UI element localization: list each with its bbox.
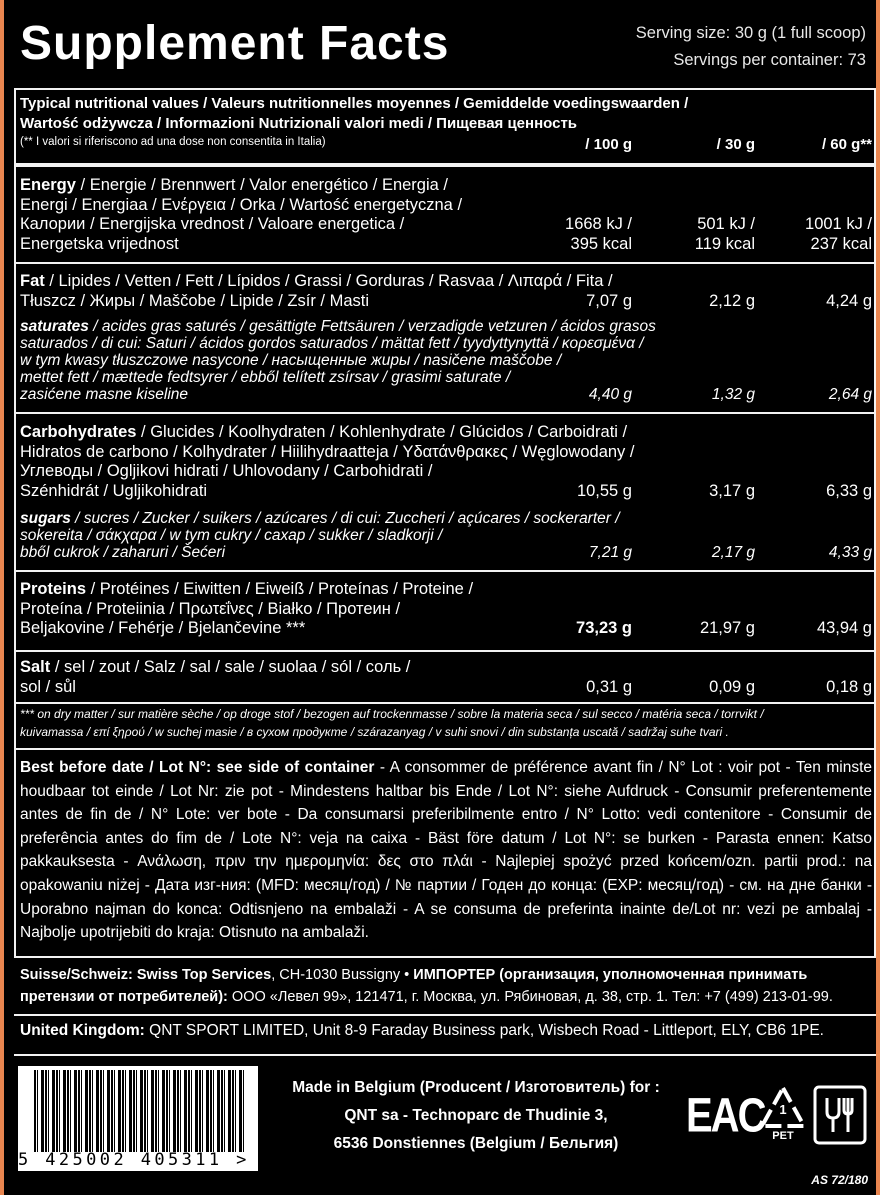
page-title: Supplement Facts (20, 17, 450, 70)
made-in-line1: Made in Belgium (Producent / Изготовитель) for : (292, 1079, 660, 1096)
energy-kj-100g: 1668 kJ / (565, 215, 632, 233)
barcode-bars (34, 1070, 244, 1152)
saturates-60g: 2,64 g (828, 386, 872, 403)
serving-size: Serving size: 30 g (1 full scoop) (635, 24, 866, 42)
table-header-line2: Wartość odżywcza / Informazioni Nutrizionali valori medi / Пищевая ценность (20, 115, 578, 132)
carbohydrates-translations: Szénhidrát / Ugljikohidrati (20, 481, 208, 500)
carbohydrates-translations: Hidratos de carbono / Kolhydrater / Hiilihydraatteja / Υδατάνθρακες / Węglowodany / (20, 442, 635, 461)
energy-translations: / Energie / Brennwert / Valor energético / Energia / (75, 176, 448, 194)
energy-kcal-30g: 119 kcal (694, 234, 755, 253)
carbohydrates-translations: / Glucides / Koolhydraten / Kohlenhydrate / Glúcidos / Carboidrati / (136, 423, 628, 441)
carbohydrates-row (20, 423, 872, 501)
saturates-label: saturates (20, 318, 89, 335)
barcode-digits: 5 425002 405311 > (18, 1150, 250, 1170)
energy-kj-60g: 1001 kJ / (805, 215, 872, 233)
energy-label: Energy (20, 176, 76, 194)
fat-100g: 7,07 g (586, 291, 632, 310)
sugars-row (20, 510, 872, 561)
energy-kcal-100g: 395 kcal (570, 234, 632, 253)
table-header-line1: Typical nutritional values / Valeurs nutritionnelles moyennes / Gemiddelde voedingswaarden / (20, 95, 689, 112)
carbohydrates-translations: Углеводы / Ogljikovi hidrati / Uhlovodany / Carbohidrati / (20, 462, 433, 480)
footnote-line2: kuivamassa / επί ξηρού / w suchej masie / в сухом продукте / szárazanyag / v suhi snovi / din substanța uscată / sadržaj suhe tvari . (20, 725, 729, 739)
best-before-label: Best before date / Lot N°: see side of container (20, 759, 375, 776)
carbohydrates-100g: 10,55 g (576, 481, 632, 500)
proteins-100g: 73,23 g (576, 619, 632, 637)
carbohydrates-label: Carbohydrates (20, 423, 137, 441)
divider (14, 163, 876, 167)
servings-per-container: Servings per container: 73 (673, 51, 866, 69)
fat-row (20, 272, 872, 311)
carbohydrates-60g: 6,33 g (826, 481, 872, 500)
italy-note: (** I valori si riferiscono ad una dose non consentita in Italia) (20, 136, 326, 148)
proteins-30g: 21,97 g (699, 619, 755, 637)
fat-translations: / Lipides / Vetten / Fett / Lípidos / Grassi / Gorduras / Rasvaa / Λιπαρά / Fita / (44, 272, 613, 290)
proteins-translations: Beljakovine / Fehérje / Bjelančevine *** (20, 619, 306, 637)
product-code: AS 72/180 (811, 1173, 868, 1187)
energy-kj-30g: 501 kJ / (697, 215, 755, 233)
proteins-row (20, 580, 872, 639)
divider (14, 956, 876, 958)
sugars-translations: sokereita / σάκχαρα / w tym cukry / сахар / sukker / sladkorji / (20, 527, 443, 544)
uk-address: QNT SPORT LIMITED, Unit 8-9 Faraday Business park, Wisbech Road - Littleport, ELY, CB6 1PE. (144, 1022, 824, 1039)
proteins-translations: Proteína / Proteiinia / Πρωτεΐνες / Białko / Протеин / (20, 599, 401, 618)
sugars-100g: 7,21 g (588, 544, 632, 561)
salt-30g: 0,09 g (709, 677, 755, 696)
sugars-60g: 4,33 g (828, 544, 872, 561)
divider (14, 1054, 876, 1056)
supplement-facts-panel (4, 0, 876, 1195)
best-before-text: - A consommer de préférence avant fin / N° Lot : voir pot - Ten minste houdbaar tot einde / Lot Nr: zie pot - Mindestens haltbar bis Ende / Lot N°: siehe Aufdruck - Consumir preferentemente antes de fin de / N° Lote: ver bote - Da consumarsi preferibilmente entro / N° Lotto: vedi contenitore - Consumir de preferência antes do fim de / Lote N°: veja na caixa - Bäst före datum / Lot N°: se burken - Parasta ennen: Katso pakkauksesta - Ανάλωση, πριν την ημερομηνία: δες στο πλάι - Najlepiej spożyć przed końcem/ozn. partii prod.: na opakowaniu niżej - Дата изг-ния: (MFD: месяц/год) / № партии / Годен до конца: (EXP: месяц/год) - см. на дне банки - Uporabno najman do konca: Odtisnjeno na embalaži - A se consuma de preferinta inainte de/Lot nr: vezi pe ambalaj - Najbolje upotrijebiti do kraja: Otisnuto na ambalaži. (20, 759, 873, 942)
energy-kcal-60g: 237 kcal (810, 234, 872, 253)
column-60g: / 60 g** (821, 136, 872, 153)
divider (14, 262, 876, 264)
dry-matter-footnote (20, 705, 872, 741)
saturates-translations: mettet fett / mættede fedtsyrer / ebből telített zsírsav / grasimi saturate / (20, 369, 511, 386)
fat-30g: 2,12 g (709, 291, 755, 310)
saturates-100g: 4,40 g (588, 386, 632, 403)
best-before-paragraph (20, 756, 872, 945)
recycle-pet-icon: 1 PET (756, 1084, 810, 1146)
made-in-line2: QNT sa - Technoparc de Thudinie 3, (344, 1107, 608, 1124)
energy-translations: Energetska vrijednost (20, 234, 179, 253)
salt-translations: / sel / zout / Salz / sal / sale / suolaa / sól / соль / (50, 658, 411, 676)
swiss-address: , CH-1030 Bussigny • (271, 967, 414, 983)
divider (14, 570, 876, 572)
energy-translations: Energi / Energiaa / Ενέργεια / Orka / Wartość energetyczna / (20, 195, 463, 214)
uk-info (20, 1022, 872, 1040)
eac-mark-icon: EAC (686, 1089, 765, 1143)
saturates-translations: saturados / di cui: Saturi / ácidos gordos saturados / mättat fett / tyydyttynyttä / κορεσμένα / (20, 335, 644, 352)
footnote-line1: *** on dry matter / sur matière sèche / op droge stof / bezogen auf trockenmasse / sobre la materia seca / sul secco / matéria seca / torrvikt / (20, 707, 764, 721)
column-100g: / 100 g (585, 136, 632, 153)
energy-translations: Калории / Energijska vrednost / Valoare energetica / (20, 215, 405, 233)
saturates-translations: / acides gras saturés / gesättigte Fettsäuren / verzadigde vetzuren / ácidos grasos (88, 318, 656, 335)
russian-importer-label: ИМПОРТЕР (организация, уполномоченная принимать претензии от потребителей): (20, 967, 808, 1005)
sugars-label: sugars (20, 510, 71, 527)
made-in-line3: 6536 Donstiennes (Belgium / Бельгия) (333, 1135, 619, 1152)
fat-label: Fat (20, 272, 45, 290)
energy-row (20, 176, 872, 254)
proteins-60g: 43,94 g (816, 619, 872, 637)
proteins-label: Proteins (20, 580, 87, 598)
divider (14, 748, 876, 750)
food-contact-icon (812, 1084, 868, 1146)
manufacturer-info (266, 1074, 686, 1158)
frame-left (14, 88, 16, 958)
proteins-translations: / Protéines / Eiwitten / Eiweiß / Proteínas / Proteine / (86, 580, 474, 598)
fat-translations: Tłuszcz / Жиры / Maščobe / Lipide / Zsír / Masti (20, 291, 369, 310)
salt-row (20, 658, 872, 697)
divider (14, 650, 876, 652)
salt-60g: 0,18 g (826, 677, 872, 696)
divider (14, 1014, 876, 1016)
serving-info (636, 20, 866, 74)
frame-right (874, 88, 876, 958)
sugars-30g: 2,17 g (711, 544, 755, 561)
importer-info (20, 964, 872, 1008)
sugars-translations: / sucres / Zucker / suikers / azúcares / di cui: Zuccheri / açúcares / sockerarter / (70, 510, 620, 527)
divider (14, 702, 876, 704)
table-header (20, 94, 872, 153)
salt-translations: sol / sůl (20, 677, 76, 696)
saturates-30g: 1,32 g (711, 386, 755, 403)
swiss-importer: Suisse/Schweiz: Swiss Top Services (20, 967, 272, 983)
salt-label: Salt (20, 658, 51, 676)
salt-100g: 0,31 g (586, 677, 632, 696)
fat-60g: 4,24 g (826, 291, 872, 310)
saturates-translations: zasićene masne kiseline (20, 386, 189, 403)
divider (14, 412, 876, 414)
barcode (18, 1066, 258, 1171)
uk-label: United Kingdom: (20, 1022, 145, 1039)
russian-importer-address: ООО «Левел 99», 121471, г. Москва, ул. Рябиновая, д. 38, стр. 1. Тел: +7 (499) 213-01-99. (227, 989, 833, 1005)
saturates-translations: w tym kwasy tłuszczowe nasycone / насыщенные жиры / nasičene maščobe / (20, 352, 562, 369)
divider (14, 88, 876, 90)
sugars-translations: bből cukrok / zaharuri / Šećeri (20, 544, 226, 561)
carbohydrates-30g: 3,17 g (709, 481, 755, 500)
saturates-row (20, 318, 872, 403)
column-30g: / 30 g (716, 136, 755, 153)
